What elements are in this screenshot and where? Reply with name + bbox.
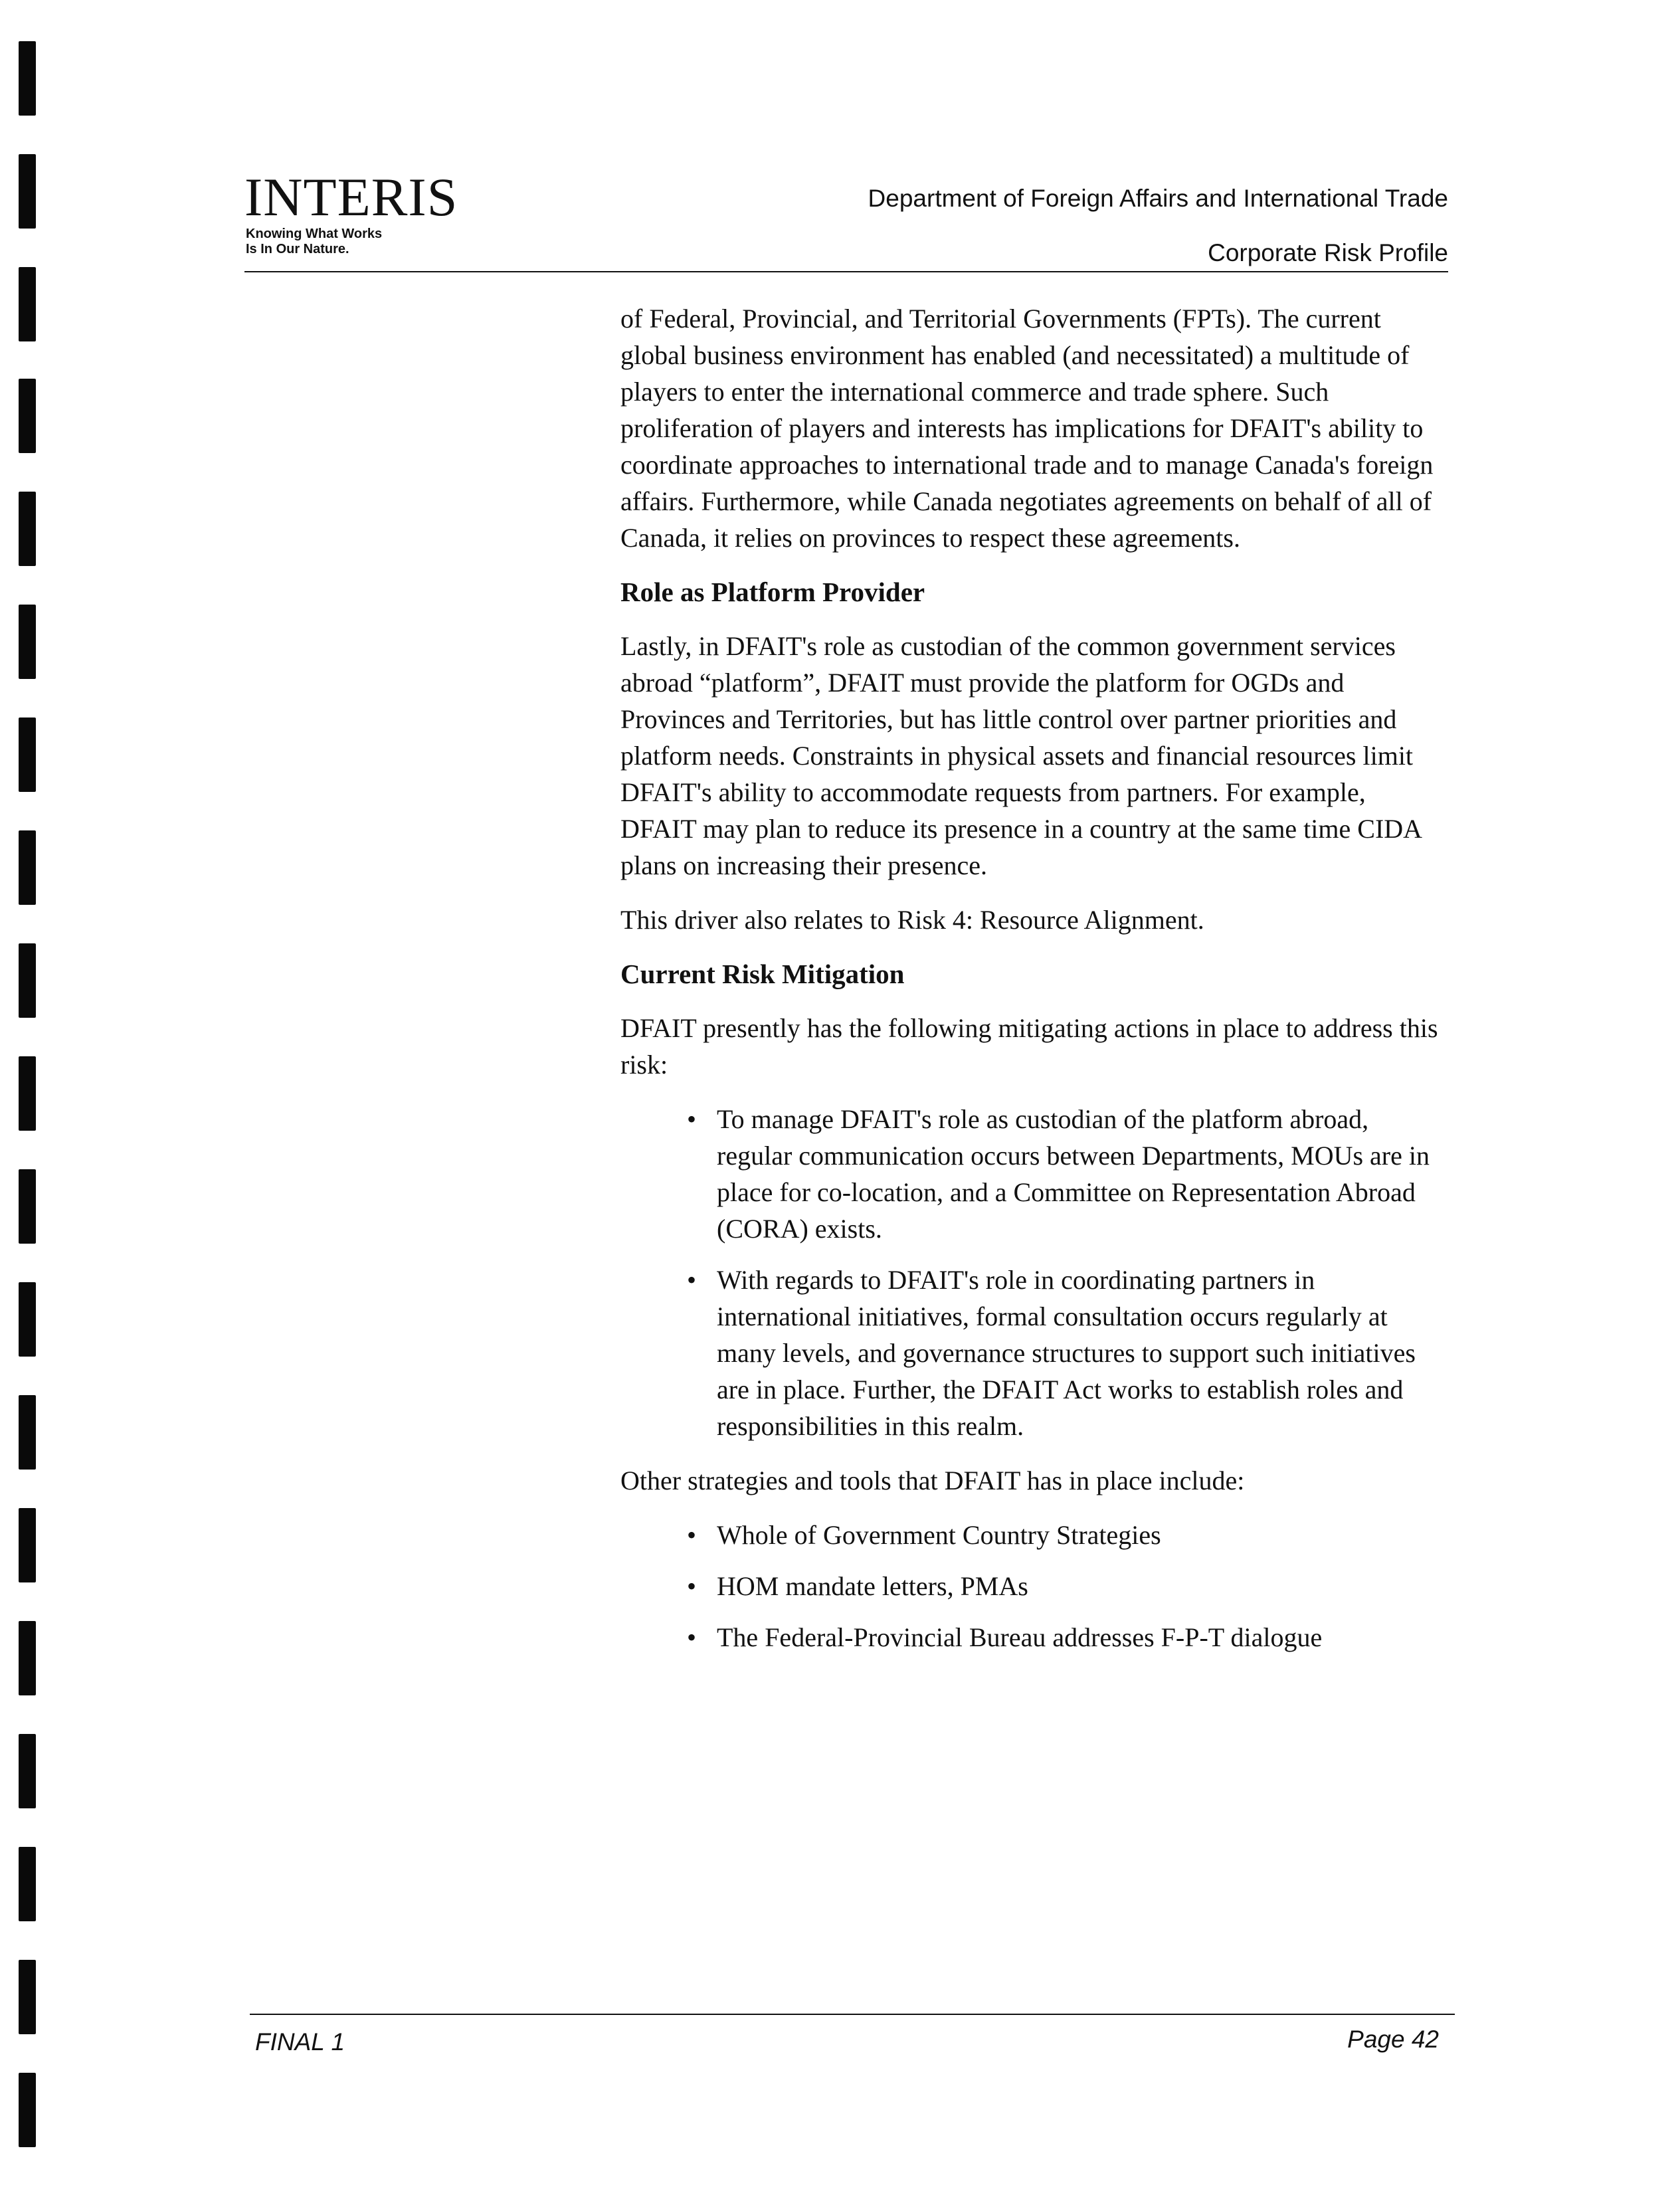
- list-item: [687, 1101, 1444, 1247]
- mitigation-list: [620, 1101, 1444, 1444]
- paragraph-mitigation-intro: DFAIT presently has the following mitigating actions in place to address this risk:: [620, 1013, 1438, 1080]
- binder-mark: [19, 717, 36, 792]
- list-item-text: With regards to DFAIT's role in coordinating partners in international initiatives, formal consultation occurs regularly at many levels, and governance structures to support such initiatives are in place. Further, the DFAIT Act works to establish roles and responsibilities in this realm.: [717, 1265, 1416, 1441]
- interis-logo: INTERIS: [244, 167, 458, 227]
- list-item: [687, 1619, 1444, 1656]
- bullet-icon: •: [687, 1104, 697, 1134]
- binder-mark: [19, 1734, 36, 1808]
- binder-mark: [19, 1960, 36, 2034]
- bullet-icon: •: [687, 1520, 697, 1550]
- binder-mark: [19, 1395, 36, 1470]
- department-name: Department of Foreign Affairs and International Trade: [868, 185, 1448, 212]
- paragraph-risk-relation: This driver also relates to Risk 4: Resource Alignment.: [620, 905, 1204, 935]
- binder-mark: [19, 492, 36, 566]
- list-item: [687, 1568, 1444, 1604]
- list-item-text: Whole of Government Country Strategies: [717, 1520, 1161, 1550]
- binder-mark: [19, 1621, 36, 1695]
- page-body: [620, 300, 1444, 1673]
- binder-mark: [19, 830, 36, 905]
- logo-tagline-line-2: Is In Our Nature.: [246, 242, 349, 256]
- list-item-text: To manage DFAIT's role as custodian of the platform abroad, regular communication occurs between Departments, MOUs are in place for co-location, and a Committee on Representation Abroad (CORA) exists.: [717, 1104, 1430, 1244]
- binder-hole-marks: [19, 0, 36, 2195]
- binder-mark: [19, 943, 36, 1018]
- binder-mark: [19, 1508, 36, 1582]
- binder-mark: [19, 41, 36, 116]
- paragraph-fpt-coordination: of Federal, Provincial, and Territorial Governments (FPTs). The current global business environment has enabled (and necessitated) a multitude of players to enter the international commerce and trade sphere. Such proliferation of players and interests has implications for DFAIT's ability to coordinate approaches to international trade and to manage Canada's foreign affairs. Furthermore, while Canada negotiates agreements on behalf of all of Canada, it relies on provinces to respect these agreements.: [620, 304, 1434, 553]
- list-item-text: HOM mandate letters, PMAs: [717, 1571, 1028, 1601]
- bullet-icon: •: [687, 1571, 697, 1601]
- list-item-text: The Federal-Provincial Bureau addresses F-P-T dialogue: [717, 1622, 1323, 1652]
- page-footer: [250, 2014, 1455, 2067]
- header-divider: [244, 271, 1448, 272]
- binder-mark: [19, 605, 36, 679]
- logo-tagline-line-1: Knowing What Works: [246, 227, 383, 241]
- heading-role-platform-provider: Role as Platform Provider: [620, 577, 925, 607]
- strategies-list: [620, 1517, 1444, 1656]
- binder-mark: [19, 154, 36, 229]
- list-item: [687, 1262, 1444, 1444]
- bullet-icon: •: [687, 1622, 697, 1652]
- page-number: Page 42: [1347, 2026, 1439, 2053]
- page-header: [244, 159, 1448, 272]
- binder-mark: [19, 2073, 36, 2147]
- binder-mark: [19, 1056, 36, 1131]
- heading-current-risk-mitigation: Current Risk Mitigation: [620, 959, 905, 989]
- bullet-icon: •: [687, 1265, 697, 1295]
- document-title: Corporate Risk Profile: [1208, 239, 1448, 266]
- paragraph-platform-custodian: Lastly, in DFAIT's role as custodian of the common government services abroad “platform”, DFAIT must provide the platform for OGDs and Provinces and Territories, but has little control over partner priorities and platform needs. Constraints in physical assets and financial resources limit DFAIT's ability to accommodate requests from partners. For example, DFAIT may plan to reduce its presence in a country at the same time CIDA plans on increasing their presence.: [620, 631, 1421, 880]
- binder-mark: [19, 1847, 36, 1921]
- binder-mark: [19, 1282, 36, 1357]
- binder-mark: [19, 379, 36, 453]
- draft-status: FINAL 1: [255, 2028, 345, 2055]
- binder-mark: [19, 1169, 36, 1244]
- binder-mark: [19, 267, 36, 341]
- list-item: [687, 1517, 1444, 1553]
- paragraph-other-strategies: Other strategies and tools that DFAIT has in place include:: [620, 1466, 1245, 1495]
- footer-divider: [250, 2014, 1455, 2015]
